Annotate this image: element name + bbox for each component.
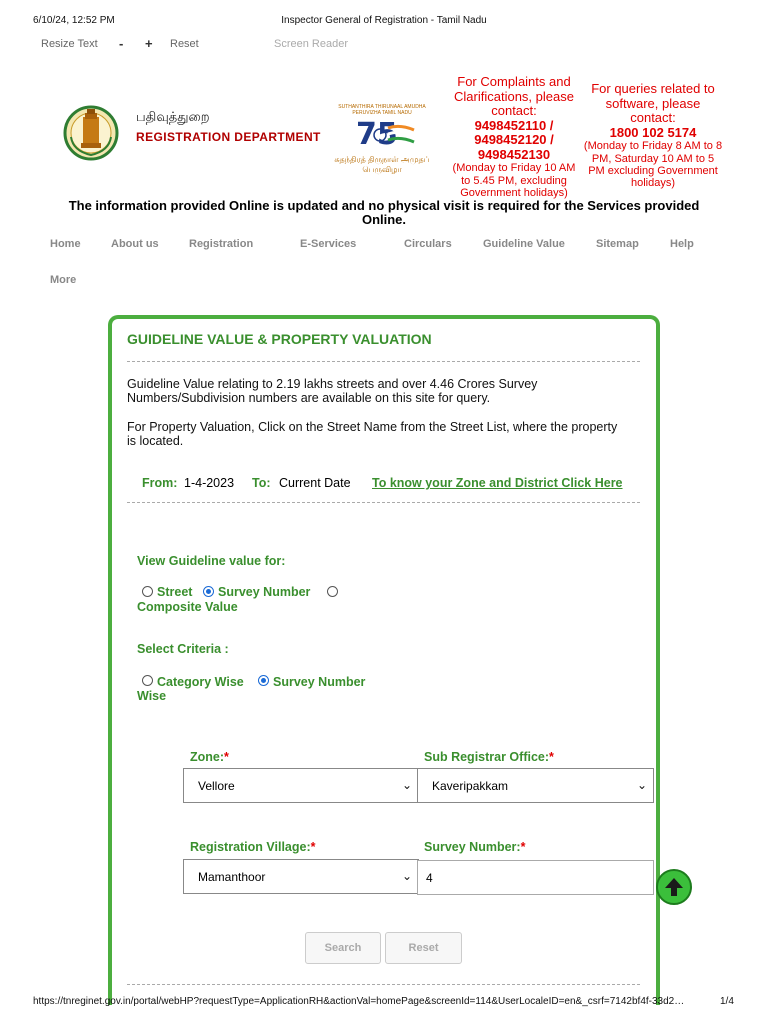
from-label: From: (142, 476, 178, 490)
zone-label-text: Zone: (190, 750, 225, 764)
software-heading: For queries related to software, please contact: (591, 81, 715, 126)
survey-number-value: 4 (426, 871, 433, 885)
resize-text-label: Resize Text (41, 38, 98, 50)
svg-text:75: 75 (356, 117, 398, 150)
azadi-bottom-text: சுதந்திரத் திருநாள் அமுதப் பெருவிழா (334, 155, 430, 174)
decrease-text-button[interactable]: - (119, 36, 124, 51)
radio-survey-number[interactable] (203, 586, 214, 597)
nav-sitemap[interactable]: Sitemap (596, 238, 639, 250)
survey-number-label (424, 840, 525, 854)
panel-instruction: For Property Valuation, Click on the Street Name from the Street List, where the property is located. (127, 420, 618, 448)
complaints-heading: For Complaints and Clarifications, please contact: (454, 74, 574, 119)
radio-composite-value[interactable] (327, 586, 338, 597)
print-date: 6/10/24, 12:52 PM (33, 15, 115, 26)
guideline-panel (108, 315, 660, 1005)
print-page-number: 1/4 (720, 996, 734, 1007)
nav-about-us[interactable]: About us (111, 238, 159, 250)
required-mark: * (224, 750, 229, 764)
azadi-ka-amrit-mahotsav-logo (324, 104, 440, 175)
chevron-down-icon: ⌄ (401, 869, 412, 883)
village-label-text: Registration Village: (190, 840, 311, 854)
screen-reader-link[interactable]: Screen Reader (274, 38, 348, 50)
required-mark: * (549, 750, 554, 764)
zone-select-value: Vellore (198, 779, 235, 793)
village-label (190, 840, 316, 854)
nav-more[interactable]: More (50, 274, 77, 286)
nav-e-services[interactable]: E-Services (300, 238, 357, 250)
software-number: 1800 102 5174 (609, 124, 697, 140)
radio-composite-value-label[interactable]: Composite Value (137, 600, 238, 614)
radio-survey-number-wise-label[interactable]: Survey Number (273, 675, 366, 689)
survey-number-input[interactable] (417, 860, 654, 895)
chevron-down-icon: ⌄ (636, 778, 647, 792)
to-value: Current Date (279, 476, 351, 490)
complaints-number-1: 9498452110 / (474, 117, 554, 133)
seventy-five-icon (342, 116, 422, 150)
chevron-down-icon: ⌄ (401, 778, 412, 792)
zone-district-link[interactable]: To know your Zone and District Click Here (372, 476, 623, 490)
sro-label-text: Sub Registrar Office: (424, 750, 550, 764)
online-notice: The information provided Online is updated and no physical visit is required for the Services provided Online. (68, 198, 700, 227)
software-contact (583, 82, 723, 189)
sro-select[interactable] (417, 768, 654, 803)
radio-street[interactable] (142, 586, 153, 597)
to-label: To: (252, 476, 271, 490)
survey-number-label-text: Survey Number: (424, 840, 521, 854)
radio-survey-number-wise[interactable] (258, 675, 269, 686)
zone-label (190, 750, 229, 764)
sro-select-value: Kaveripakkam (432, 779, 509, 793)
from-value: 1-4-2023 (184, 476, 235, 490)
village-select-value: Mamanthoor (198, 870, 266, 884)
dept-english-text: REGISTRATION DEPARTMENT (136, 130, 321, 144)
reset-text-button[interactable]: Reset (170, 38, 199, 50)
zone-select[interactable] (183, 768, 419, 803)
nav-help[interactable]: Help (670, 238, 694, 250)
department-name (136, 109, 321, 144)
complaints-contact (448, 75, 580, 199)
nav-home[interactable]: Home (50, 238, 81, 250)
azadi-top-text: SUTHANTHIRA THIRUNAAL AMUDHA PERUVIZHA TAMIL NADU (338, 104, 426, 116)
reset-button[interactable]: Reset (385, 932, 462, 964)
print-title: Inspector General of Registration - Tamil Nadu (281, 15, 487, 26)
search-button[interactable]: Search (305, 932, 381, 964)
required-mark: * (520, 840, 526, 854)
radio-survey-number-label[interactable]: Survey Number (218, 585, 311, 599)
radio-survey-number-wise-label-cont[interactable]: Wise (137, 689, 167, 703)
nav-circulars[interactable]: Circulars (404, 238, 452, 250)
panel-intro: Guideline Value relating to 2.19 lakhs streets and over 4.46 Crores Survey Numbers/Subdivision numbers are available on this site for query. (127, 377, 538, 405)
print-url: https://tnreginet.gov.in/portal/webHP?requestType=ApplicationRH&actionVal=homePage&screenId=114&UserLocaleID=en&_csrf=7142bf4f-33d2… (33, 996, 685, 1007)
increase-text-button[interactable]: + (145, 36, 153, 51)
divider (127, 984, 640, 985)
scroll-to-top-button[interactable] (656, 869, 692, 905)
complaints-number-3: 9498452130 (477, 146, 551, 162)
nav-guideline-value[interactable]: Guideline Value (483, 238, 565, 250)
arrow-up-icon (662, 875, 686, 899)
view-for-label: View Guideline value for: (137, 554, 286, 568)
sro-label (424, 750, 554, 764)
divider (127, 361, 640, 362)
tn-emblem-logo[interactable] (63, 103, 119, 168)
radio-street-label[interactable]: Street (157, 585, 193, 599)
dept-tamil-text: பதிவுத்துறை (136, 109, 210, 124)
divider (127, 502, 640, 503)
complaints-hours: (Monday to Friday 10 AM to 5.45 PM, excluding Government holidays) (452, 162, 576, 199)
software-hours: (Monday to Friday 8 AM to 8 PM, Saturday 10 AM to 5 PM excluding Government holidays) (583, 140, 723, 190)
radio-category-wise[interactable] (142, 675, 153, 686)
criteria-label: Select Criteria : (137, 642, 229, 656)
required-mark: * (310, 840, 316, 854)
radio-category-wise-label[interactable]: Category Wise (157, 675, 244, 689)
panel-title: GUIDELINE VALUE & PROPERTY VALUATION (127, 331, 432, 347)
nav-registration[interactable]: Registration (189, 238, 254, 250)
village-select[interactable] (183, 859, 419, 894)
complaints-number-2: 9498452120 / (474, 132, 554, 148)
